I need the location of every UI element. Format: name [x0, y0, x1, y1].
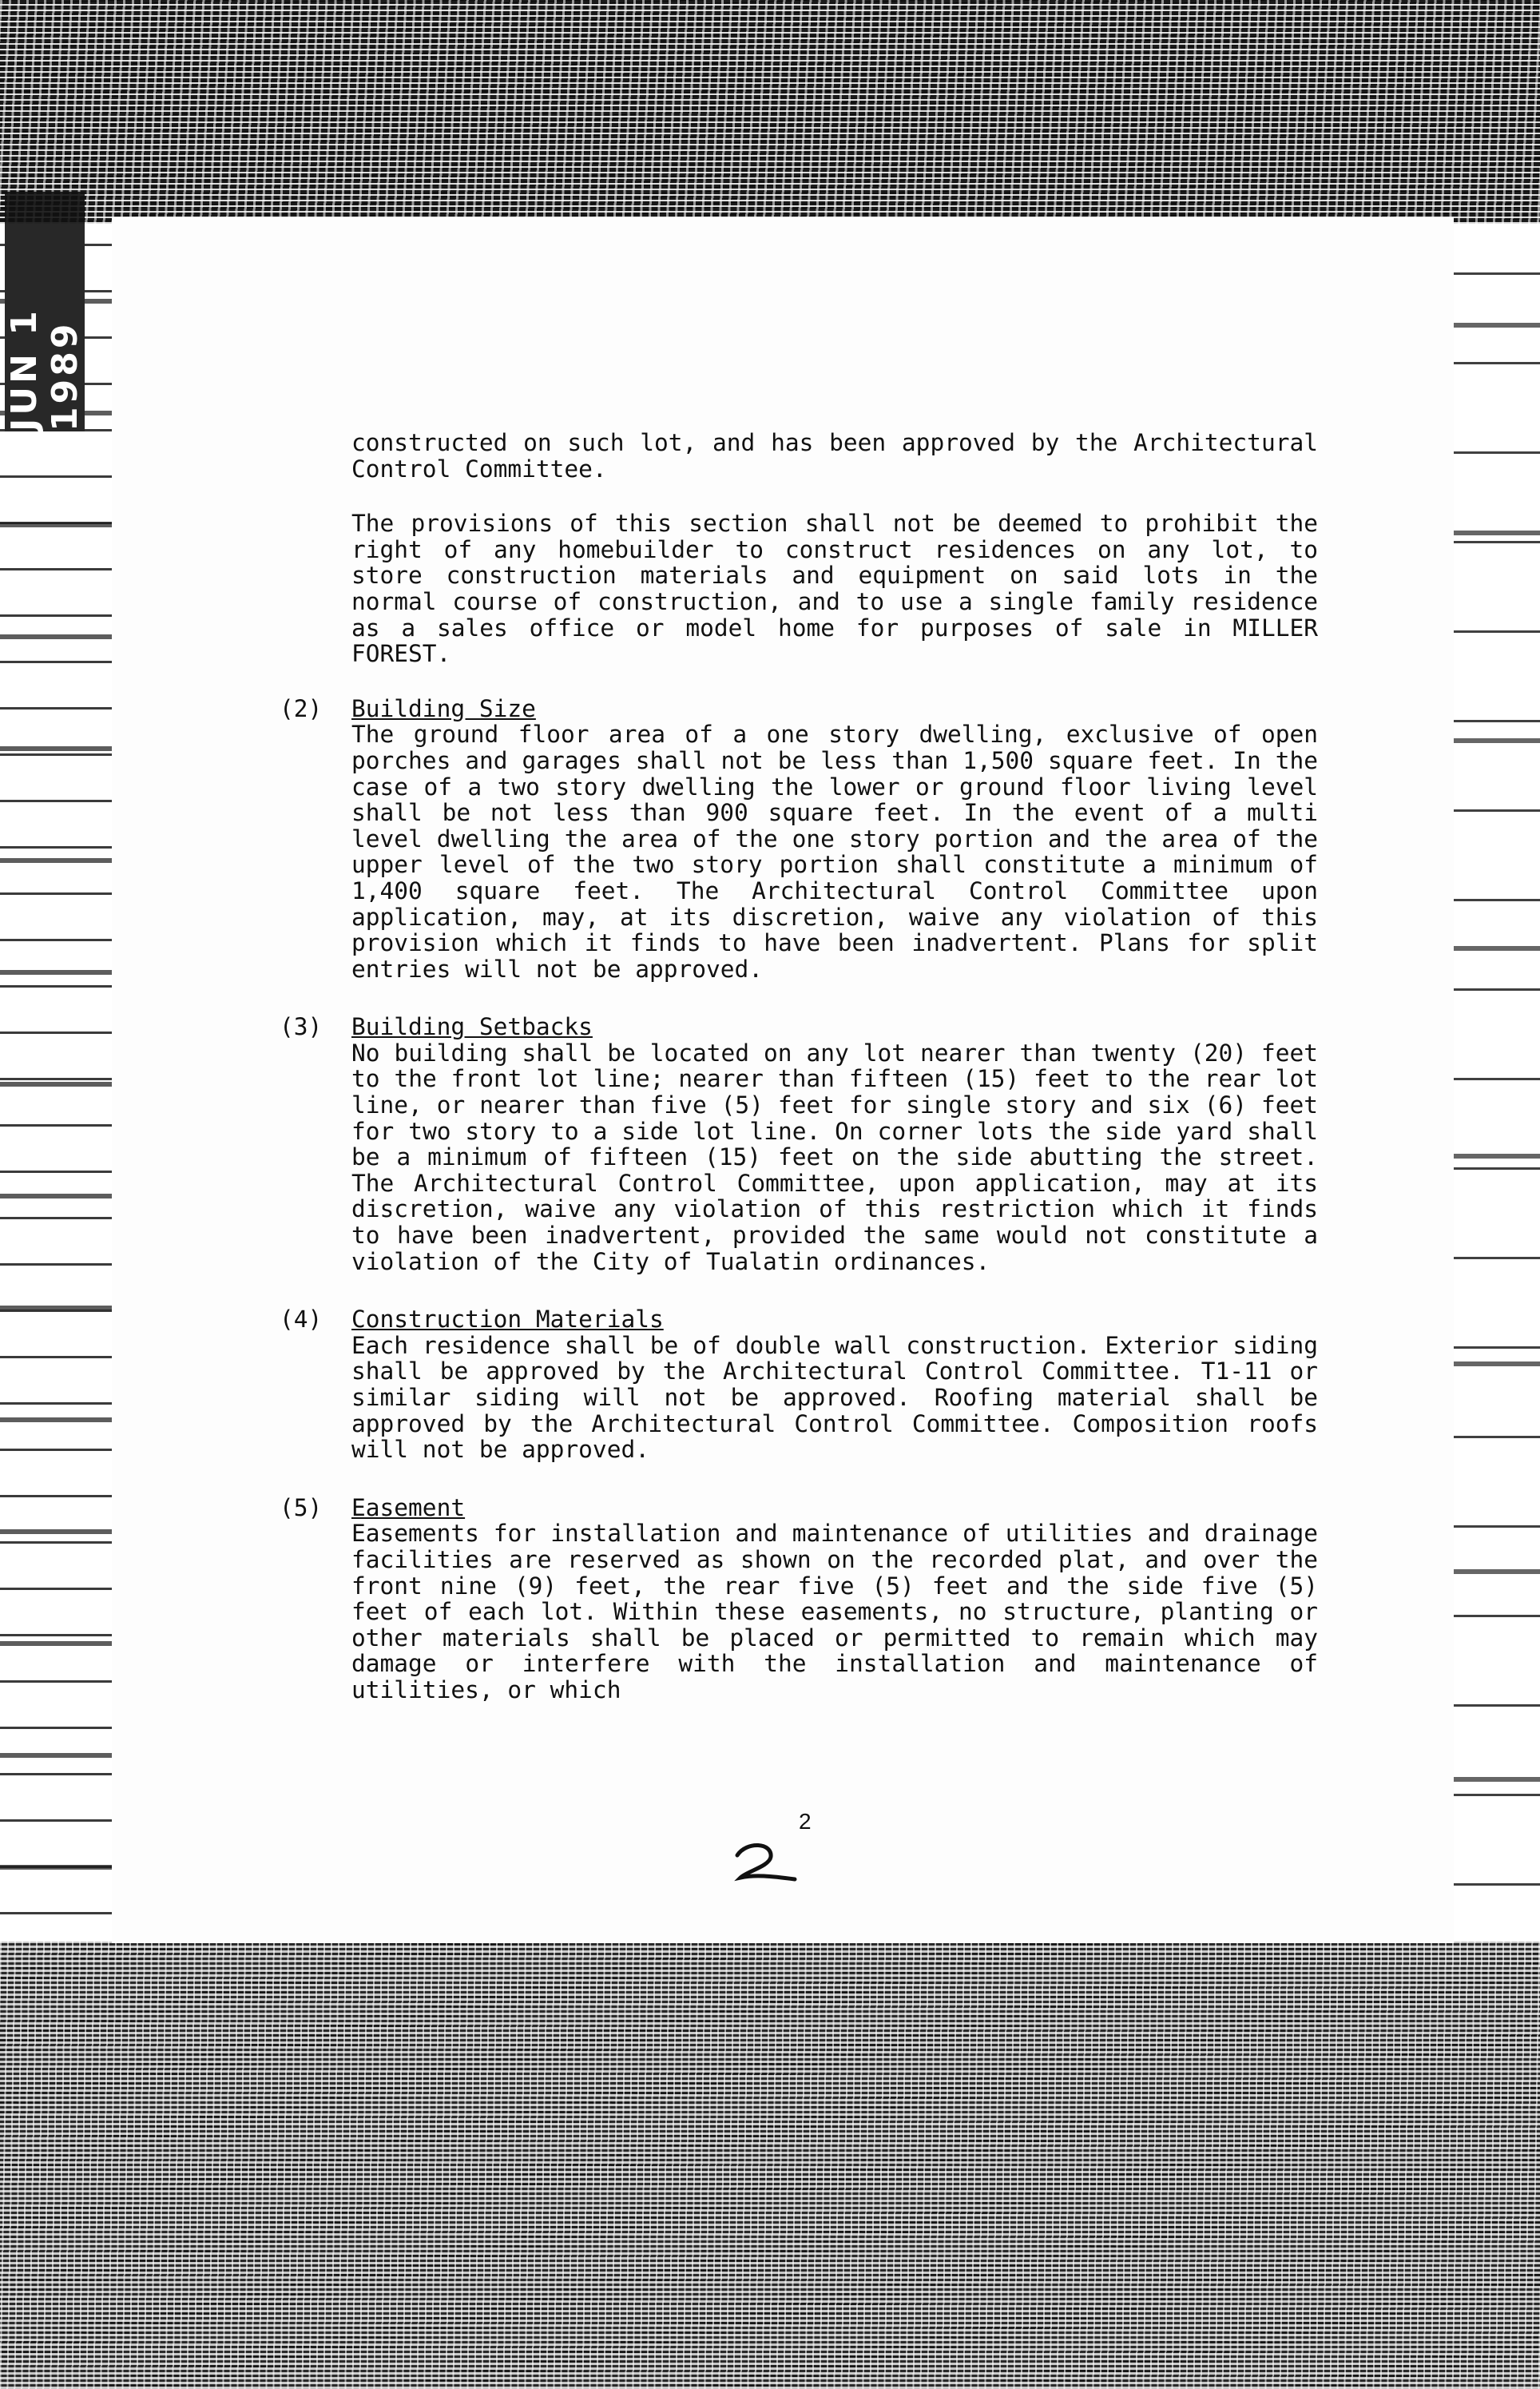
- section-construction-materials: [280, 1306, 1318, 1464]
- section-heading: Building Setbacks: [351, 1013, 593, 1041]
- section-body: No building shall be located on any lot nearer than twenty (20) feet to the front lot line; nearer than fifteen (15) feet to the rear lot line, or nearer than five (5) feet for single story and six (6) feet for two story to a side lot line. On corner lots the side yard shall be a minimum of fifteen (15) feet on the side abutting the street. The Architectural Control Committee, upon application, may at its discretion, waive any violation of this restriction which it finds to have been inadvertent, provided the same would not constitute a violation of the City of Tualatin ordinances.: [351, 1039, 1318, 1275]
- scan-noise-right-margin: [1452, 224, 1540, 1942]
- section-body: Each residence shall be of double wall construction. Exterior siding shall be approved by the Architectural Control Committee. T1-11 or similar siding will not be approved. Roofing material shall be approved by the Architectural Control Committee. Composition roofs will not be approved.: [351, 1331, 1318, 1464]
- continuation-paragraph: constructed on such lot, and has been approved by the Architectural Control Committee.: [351, 429, 1318, 483]
- section-heading: Building Size: [351, 694, 536, 722]
- document-body: [280, 429, 1318, 1735]
- handwritten-page-number: [723, 1838, 803, 1894]
- scan-noise-top: [0, 0, 1540, 224]
- section-body: The ground floor area of a one story dwelling, exclusive of open porches and garages shall not be less than 1,500 square feet. In the case of a two story dwelling the lower or ground floor living level shall be not less than 900 square feet. In the event of a multi level dwelling the area of the one story portion and the area of the upper level of the two story portion shall constitute a minimum of 1,400 square feet. The Architectural Control Committee upon application, may, at its discretion, waive any violation of this provision which it finds to have been inadvertent. Plans for split entries will not be approved.: [351, 721, 1318, 983]
- page-number: 2: [799, 1809, 812, 1834]
- section-heading: Construction Materials: [351, 1306, 664, 1334]
- section-body: Easements for installation and maintenance of utilities and drainage facilities are reserved as shown on the recorded plat, and over the front nine (9) feet, the rear five (5) feet and the side five (5) feet of each lot. Within these easements, no structure, planting or other materials shall be placed or permitted to remain which may damage or interfere with the installation and maintenance of utilities, or which: [351, 1520, 1318, 1703]
- section-number: (3): [280, 1013, 323, 1041]
- scan-noise-left-margin: [0, 224, 112, 1942]
- scan-noise-bottom: [0, 1942, 1540, 2389]
- section-easement: [280, 1493, 1318, 1703]
- section-number: (4): [280, 1306, 323, 1334]
- section-building-setbacks: [280, 1013, 1318, 1275]
- section-building-size: [280, 694, 1318, 983]
- provisions-paragraph: The provisions of this section shall not be deemed to prohibit the right of any homebuilder to construct residences on any lot, to store construction materials and equipment on said lots in the normal course of construction, and to use a single family residence as a sales office or model home for purposes of sale in MILLER FOREST.: [351, 510, 1318, 668]
- section-number: (2): [280, 694, 323, 722]
- date-stamp: JUN 1 1989: [5, 192, 85, 431]
- section-heading: Easement: [351, 1493, 466, 1521]
- section-number: (5): [280, 1493, 323, 1521]
